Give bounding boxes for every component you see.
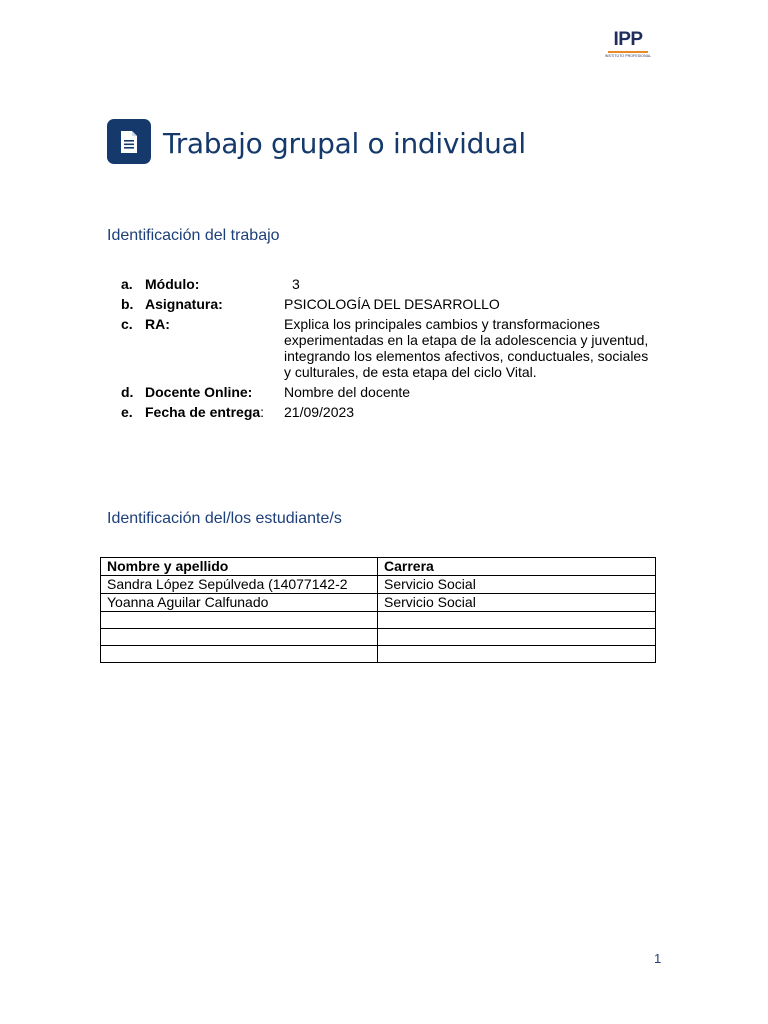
table-row bbox=[101, 612, 656, 629]
logo-accent-bar bbox=[608, 51, 648, 53]
document-icon bbox=[107, 119, 151, 164]
ipp-logo bbox=[604, 30, 652, 60]
info-letter: a. bbox=[121, 276, 133, 292]
info-row-modulo bbox=[121, 276, 661, 292]
info-value: PSICOLOGÍA DEL DESARROLLO bbox=[284, 296, 500, 312]
student-career-cell: Servicio Social bbox=[378, 594, 656, 612]
info-letter: d. bbox=[121, 384, 134, 400]
logo-text: IPP bbox=[613, 29, 643, 50]
info-row-fecha bbox=[121, 404, 661, 420]
student-career-cell: Servicio Social bbox=[378, 576, 656, 594]
table-header-row bbox=[101, 558, 656, 576]
page-title: Trabajo grupal o individual bbox=[163, 127, 526, 160]
info-row-docente bbox=[121, 384, 661, 400]
info-value: 3 bbox=[292, 276, 300, 292]
info-value: Nombre del docente bbox=[284, 384, 411, 400]
info-row-asignatura bbox=[121, 296, 661, 312]
table-row bbox=[101, 594, 656, 612]
student-name-cell bbox=[101, 646, 378, 663]
info-letter: c. bbox=[121, 316, 133, 332]
student-identification-heading: Identificación del/los estudiante/s bbox=[107, 510, 342, 527]
student-career-cell bbox=[378, 612, 656, 629]
student-career-cell bbox=[378, 646, 656, 663]
table-row bbox=[101, 576, 656, 594]
student-name-cell bbox=[101, 629, 378, 646]
info-label bbox=[145, 404, 284, 420]
column-header-career: Carrera bbox=[378, 558, 656, 576]
info-value: 21/09/2023 bbox=[284, 404, 355, 420]
column-header-name: Nombre y apellido bbox=[101, 558, 378, 576]
info-label: Asignatura: bbox=[145, 296, 223, 312]
students-table bbox=[100, 557, 656, 663]
info-letter: e. bbox=[121, 404, 133, 420]
page-number: 1 bbox=[654, 951, 662, 966]
info-value: Explica los principales cambios y transformaciones experimentadas en la etapa de la adolescencia y juventud, integrando los elementos afectivos, conductuales, sociales y culturales, de esta etapa del ciclo Vital. bbox=[284, 316, 649, 380]
table-row bbox=[101, 646, 656, 663]
logo-subtext: INSTITUTO PROFESIONAL bbox=[604, 54, 652, 58]
info-row-ra bbox=[121, 316, 661, 380]
student-name-cell: Sandra López Sepúlveda (14077142-2 bbox=[101, 576, 378, 594]
student-name-cell: Yoanna Aguilar Calfunado bbox=[101, 594, 378, 612]
student-career-cell bbox=[378, 629, 656, 646]
student-name-cell bbox=[101, 612, 378, 629]
info-label: Módulo: bbox=[145, 276, 200, 292]
info-label: Docente Online: bbox=[145, 384, 253, 400]
work-identification-heading: Identificación del trabajo bbox=[107, 227, 280, 244]
info-letter: b. bbox=[121, 296, 134, 312]
info-label-text: Fecha de entrega bbox=[145, 404, 261, 420]
table-row bbox=[101, 629, 656, 646]
info-label: RA: bbox=[145, 316, 170, 332]
work-info-list bbox=[121, 276, 661, 424]
info-label-suffix: : bbox=[260, 404, 265, 420]
